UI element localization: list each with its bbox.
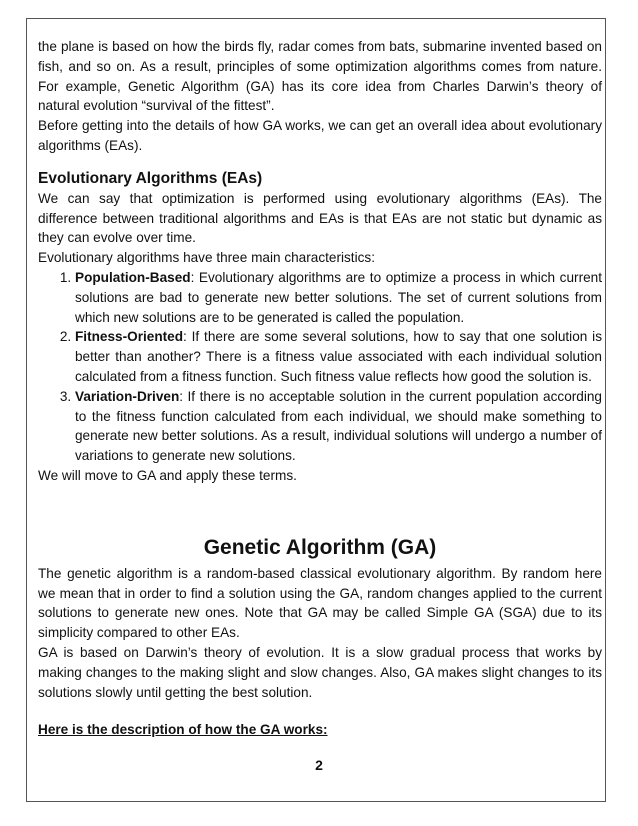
intro-paragraph: Before getting into the details of how GA works, we can get an overall idea about evolutionary algorithms (EAs). — [38, 118, 602, 153]
ga-paragraph: The genetic algorithm is a random-based classical evolutionary algorithm. By random here we mean that in order to find a solution using the GA, random changes applied to the current solutions to generate new ones. Note that GA may be called Simple GA (SGA) due to its simplicity compared to other EAs. — [38, 565, 602, 641]
ea-closing: We will move to GA and apply these terms. — [38, 467, 297, 483]
document-body — [38, 37, 602, 740]
ea-paragraph: We can say that optimization is performed using evolutionary algorithms (EAs). The difference between traditional algorithms and EAs is that EAs are not static but dynamic as they can evolve over time. — [38, 190, 602, 246]
ga-description-heading: Here is the description of how the GA works: — [38, 722, 328, 738]
characteristic-text: : If there is no acceptable solution in the current population according to the fitness function calculated from each individual, we should make something to generate new better solutions. As a result, individual solutions will undergo a number of variations to generate new solutions. — [75, 388, 602, 464]
characteristic-text: : If there are some several solutions, how to say that one solution is better than another? There is a fitness value associated with each individual solution calculated from a fitness function. Such fitness value reflects how good the solution is. — [75, 329, 602, 384]
characteristics-list — [38, 268, 602, 466]
ea-paragraph: Evolutionary algorithms have three main characteristics: — [38, 250, 375, 266]
ga-section-heading: Genetic Algorithm (GA) — [203, 535, 437, 559]
characteristic-term: Variation-Driven — [75, 388, 180, 404]
list-item — [75, 327, 602, 386]
list-item — [75, 387, 602, 466]
characteristic-text: : Evolutionary algorithms are to optimize a process in which current solutions are bad to generate new better solutions. The set of current solutions from which new solutions are to be generated is called the population. — [75, 269, 602, 325]
page-number: 2 — [315, 757, 323, 773]
intro-paragraph: the plane is based on how the birds fly, radar comes from bats, submarine invented based on fish, and so on. As a result, principles of some optimization algorithms comes from nature. For example, Genetic Algorithm (GA) has its core idea from Charles Darwin’s theory of natural evolution “survival of the fittest”. — [38, 39, 602, 114]
ea-section-heading: Evolutionary Algorithms (EAs) — [38, 169, 263, 187]
list-item — [75, 268, 602, 327]
ga-paragraph: GA is based on Darwin’s theory of evolution. It is a slow gradual process that works by making changes to the making slight and slow changes. Also, GA makes slight changes to its solutions slowly until getting the best solution. — [38, 644, 602, 700]
characteristic-term: Population-Based — [75, 269, 191, 285]
characteristic-term: Fitness-Oriented — [75, 329, 184, 345]
